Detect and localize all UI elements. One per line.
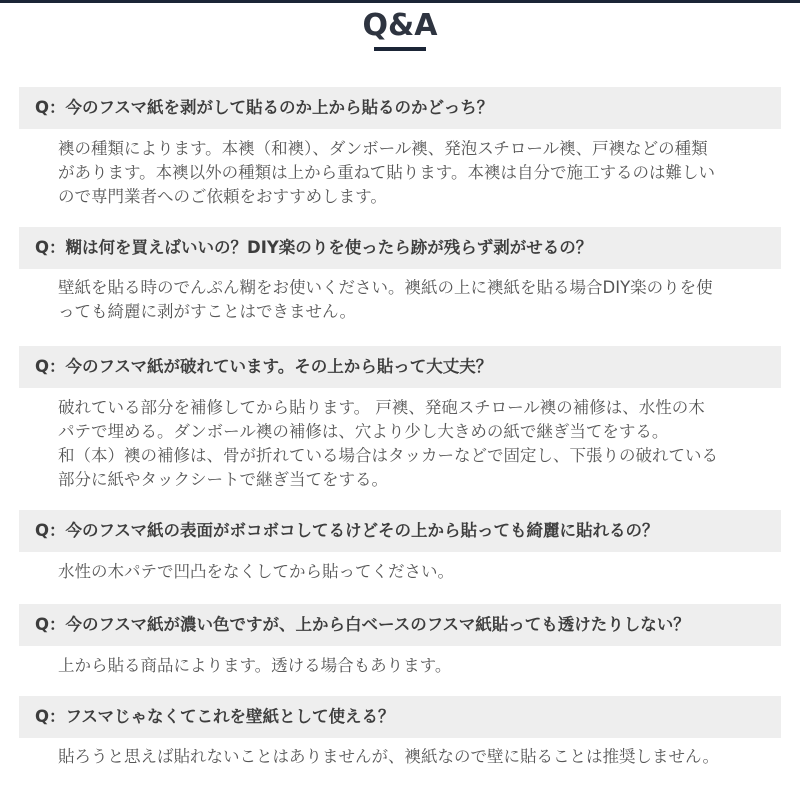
question-heading: Q：今のフスマ紙が濃い色ですが、上から白ベースのフスマ紙貼っても透けたりしない？ [19,604,781,646]
answer-line: 上から貼る商品によります。透ける場合もあります。 [58,656,452,675]
answer-line: 破れている部分を補修してから貼ります。 戸襖、発砲スチロール襖の補修は、水性の木 [58,398,705,417]
answer-line: 壁紙を貼る時のでんぷん糊をお使いください。襖紙の上に襖紙を貼る場合DIY楽のりを使 [58,278,713,297]
answer-line: 和（本）襖の補修は、骨が折れている場合はタッカーなどで固定し、下張りの破れている [58,446,718,465]
question-heading: Q：フスマじゃなくてこれを壁紙として使える？ [19,696,781,738]
answer-line: 水性の木パテで凹凸をなくしてから貼ってください。 [58,562,454,581]
answer-line: ので専門業者へのご依頼をおすすめします。 [58,187,387,206]
answer-text [58,276,782,324]
question-heading: Q：今のフスマ紙を剥がして貼るのか上から貼るのかどっち？ [19,87,781,129]
question-heading: Q：今のフスマ紙の表面がボコボコしてるけどその上から貼っても綺麗に貼れるの？ [19,510,781,552]
answer-line: 部分に紙やタックシートで継ぎ当てをする。 [58,470,388,489]
question-heading: Q：今のフスマ紙が破れています。その上から貼って大丈夫？ [19,346,781,388]
answer-text [58,560,782,584]
answer-text [58,137,782,209]
question-heading: Q：糊は何を買えばいいの？DIY楽のりを使ったら跡が残らず剥がせるの？ [19,227,781,269]
answer-text [58,396,782,492]
answer-line: 襖の種類によります。本襖（和襖）、ダンボール襖、発泡スチロール襖、戸襖などの種類 [58,139,708,158]
answer-line: 貼ろうと思えば貼れないことはありませんが、襖紙なので壁に貼ることは推奨しません。 [58,747,719,766]
page-title: Q&A [362,8,438,43]
answer-text [58,745,782,769]
answer-line: っても綺麗に剥がすことはできません。 [58,302,356,321]
answer-line: パテで埋める。ダンボール襖の補修は、穴より少し大きめの紙で継ぎ当てをする。 [58,422,669,441]
answer-text [58,654,782,678]
answer-line: があります。本襖以外の種類は上から重ねて貼ります。本襖は自分で施工するのは難しい [58,163,715,182]
